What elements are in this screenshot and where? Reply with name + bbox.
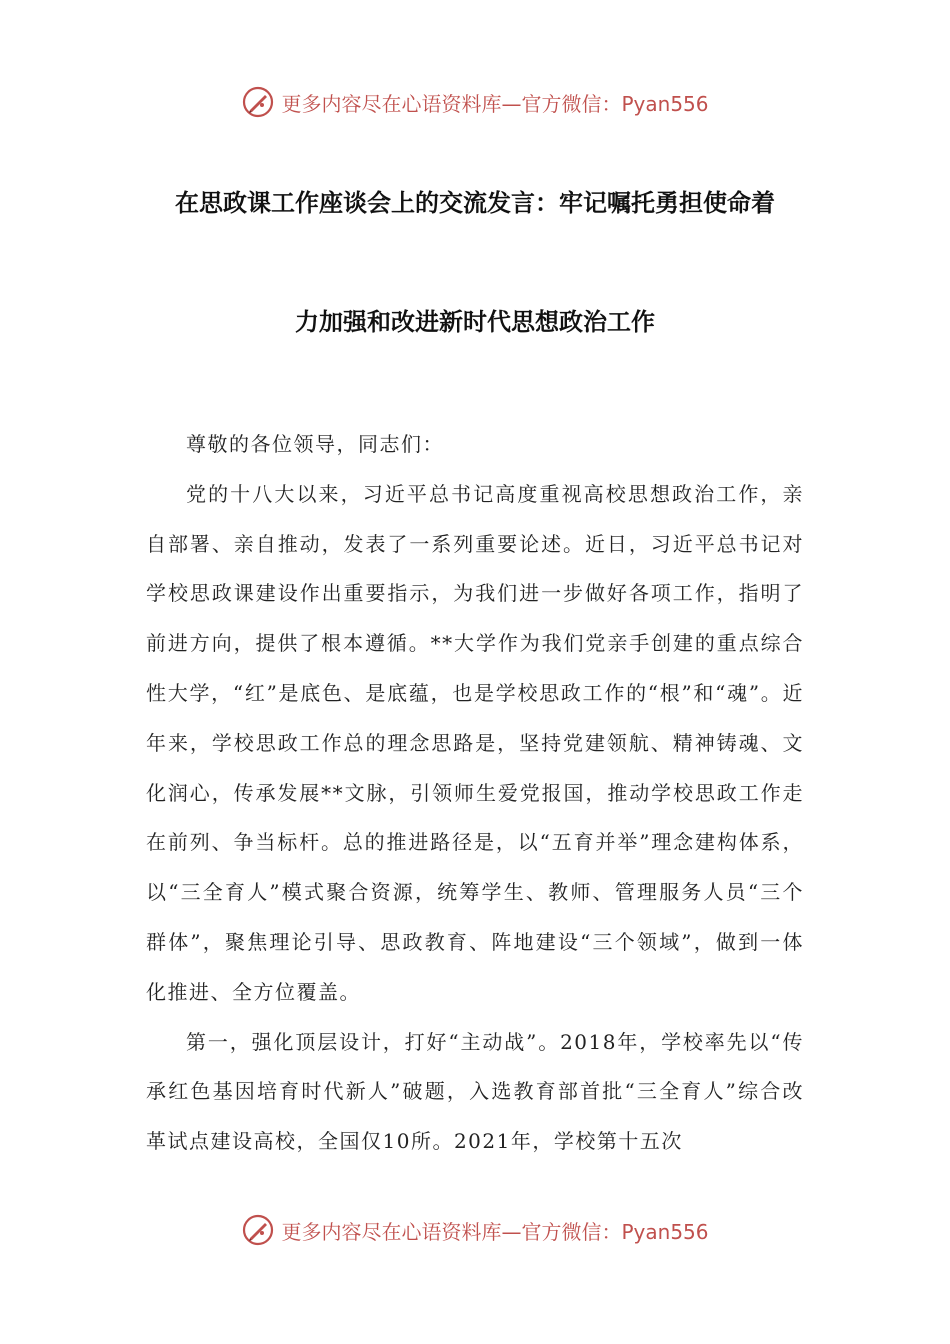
paragraph-2: 第一，强化顶层设计，打好“主动战”。2018年，学校率先以“传承红色基因培育时代新人”破题，入选教育部首批“三全育人”综合改革试点建设高校，全国仅10所。2021年，学校第十五次 [146, 1029, 804, 1154]
salutation: 尊敬的各位领导，同志们： [186, 432, 444, 456]
watermark-text: 更多内容尽在心语资料库—官方微信：Pyan556 [281, 1219, 709, 1244]
watermark-banner-top [0, 82, 950, 122]
watermark-text: 更多内容尽在心语资料库—官方微信：Pyan556 [281, 91, 709, 116]
paragraph-1: 党的十八大以来，习近平总书记高度重视高校思想政治工作，亲自部署、亲自推动，发表了一系列重要论述。近日，习近平总书记对学校思政课建设作出重要指示，为我们进一步做好各项工作，指明了前进方向，提供了根本遵循。**大学作为我们党亲手创建的重点综合性大学，“红”是底色、是底蕴，也是学校思政工作的“根”和“魂”。近年来，学校思政工作总的理念思路是，坚持党建领航、精神铸魂、文化润心，传承发展**文脉，引领师生爱党报国，推动学校思政工作走在前列、争当标杆。总的推进路径是，以“五育并举”理念建构体系，以“三全育人”模式聚合资源，统筹学生、教师、管理服务人员“三个群体”，聚焦理论引导、思政教育、阵地建设“三个领域”，做到一体化推进、全方位覆盖。 [146, 481, 804, 1004]
document-body [146, 420, 804, 1167]
document-title-line-1: 在思政课工作座谈会上的交流发言：牢记嘱托勇担使命着 [175, 189, 775, 217]
document-title-line-2: 力加强和改进新时代思想政治工作 [295, 308, 655, 336]
watermark-banner-bottom [0, 1210, 950, 1250]
pen-circle-logo-icon [241, 1213, 275, 1247]
pen-circle-logo-icon [241, 85, 275, 119]
